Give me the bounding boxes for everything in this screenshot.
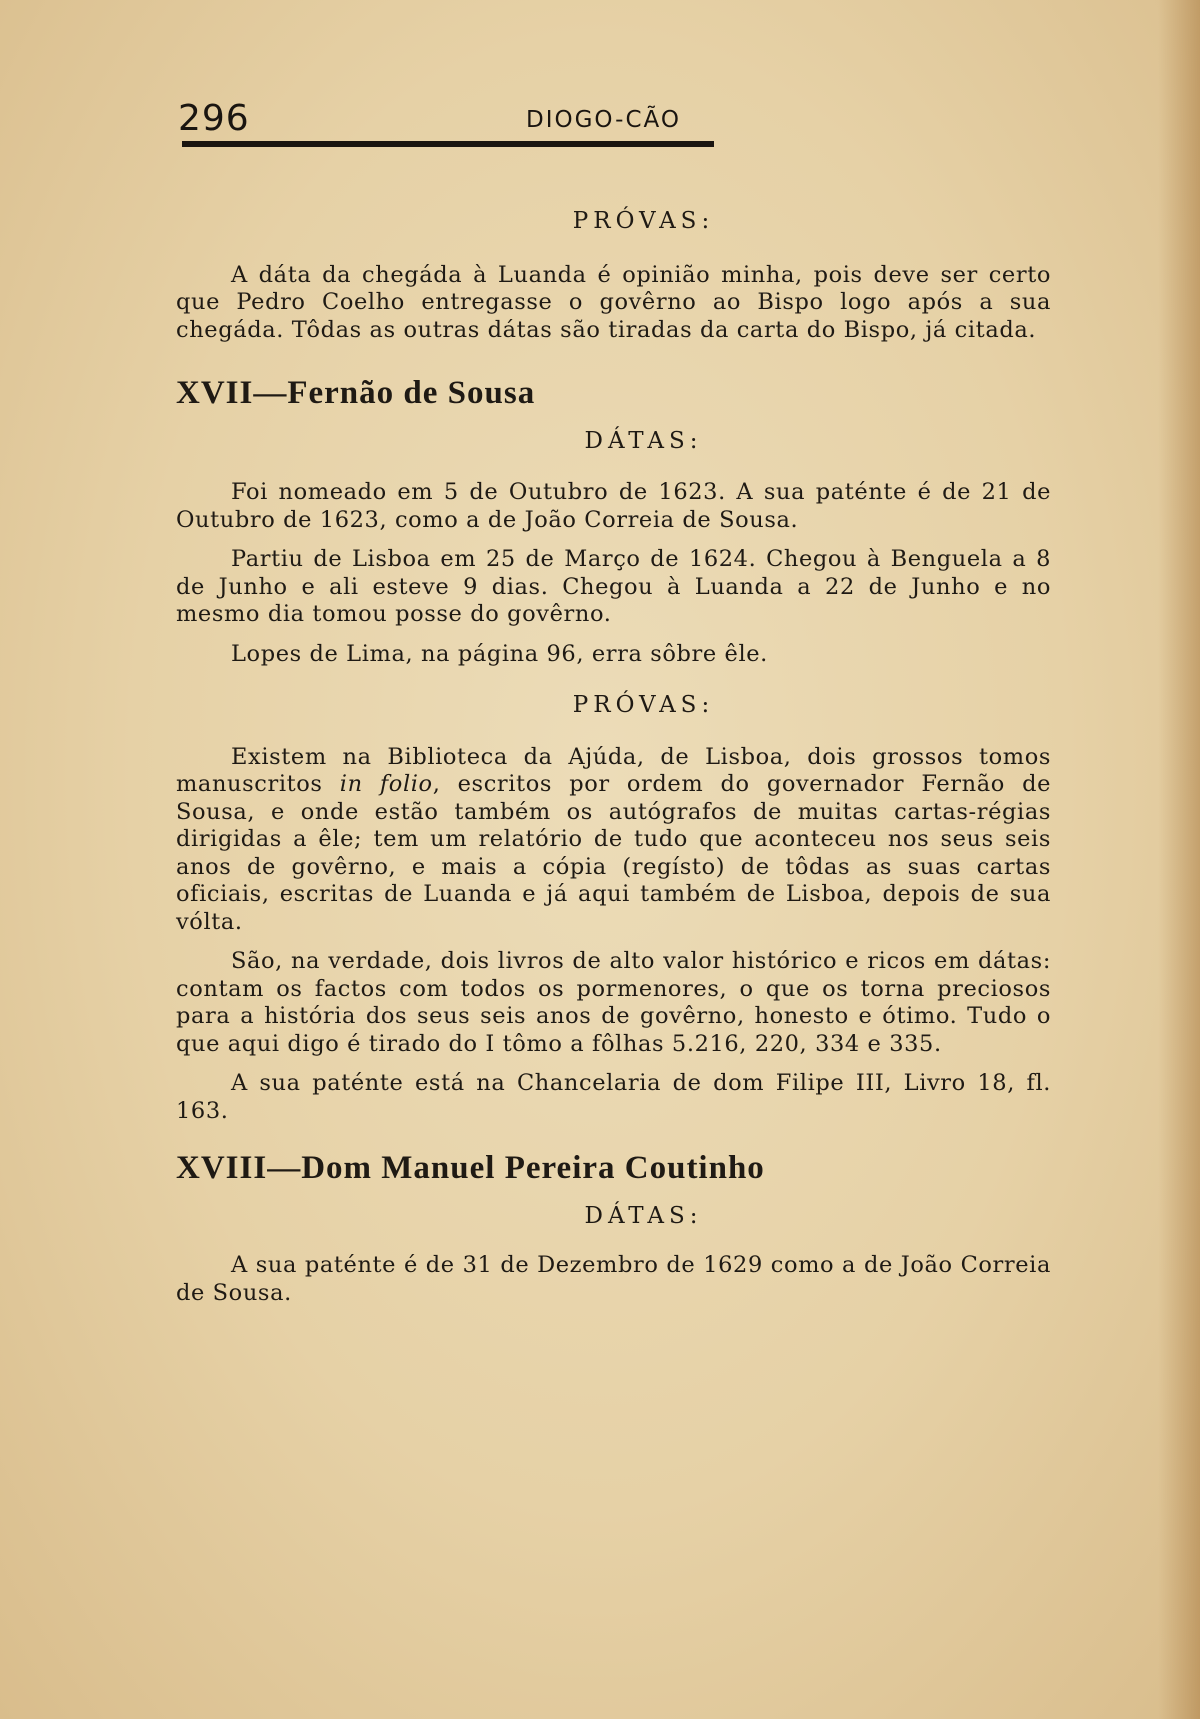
page-number: 296 (178, 98, 250, 139)
datas-paragraph-3: Lopes de Lima, na página 96, erra sôbre êle. (231, 640, 768, 667)
provas-heading-1: PRÓVAS: (572, 208, 715, 234)
datas-paragraph-2: Partiu de Lisboa em 25 de Março de 1624. Chegou à Benguela a 8 de Junho e ali esteve 9 dias. Chegou à Luanda a 22 de Junho e no mesmo dia tomou posse do govêrno. (176, 546, 1051, 627)
provas-paragraph-3: São, na verdade, dois livros de alto valor histórico e ricos em dátas: contam os factos com todos os pormenores, o que os torna preciosos para a história dos seus seis anos de govêrno, honesto e ótimo. Tudo o que aqui digo é tirado do I tômo a fôlhas 5.216, 220, 334 e 335. (176, 948, 1051, 1057)
datas-heading-xvii: DÁTAS: (584, 427, 703, 454)
chapter-xvii-title (176, 375, 1051, 411)
chapter-dash: — (267, 1150, 302, 1186)
datas-paragraph-xviii: A sua paténte é de 31 de Dezembro de 1629 como a de João Correia de Sousa. (176, 1252, 1051, 1306)
datas-paragraph-1: Foi nomeado em 5 de Outubro de 1623. A sua paténte é de 21 de Outubro de 1623, como a de João Correia de Sousa. (176, 479, 1051, 533)
page-header (178, 98, 714, 144)
provas-paragraph-4: A sua paténte está na Chancelaria de dom Filipe III, Livro 18, fl. 163. (176, 1070, 1051, 1124)
chapter-dash: — (253, 375, 288, 411)
running-head: DIOGO-CÃO (526, 107, 681, 133)
provas-paragraph-2 (176, 744, 1051, 937)
page-body (176, 208, 1051, 1307)
chapter-xviii-title (176, 1150, 1051, 1186)
chapter-name: Fernão de Sousa (287, 375, 536, 411)
chapter-number: XVII (176, 375, 254, 411)
provas-italic-term: in folio (339, 771, 433, 797)
provas-paragraph-1: A dáta da chegáda à Luanda é opinião minha, pois deve ser certo que Pedro Coelho entregasse o govêrno ao Bispo logo após a sua chegáda. Tôdas as outras dátas são tiradas da carta do Bispo, já citada. (176, 261, 1051, 343)
provas-heading-xvii: PRÓVAS: (572, 692, 715, 718)
datas-heading-xviii: DÁTAS: (584, 1202, 703, 1229)
provas-text-before: Existem na Biblioteca da Ajúda, de Lisboa, dois grossos tomos manuscritos (176, 743, 1051, 797)
provas-text-after: , escritos por ordem do governador Fernão de Sousa, e onde estão também os autógrafos de muitas cartas-régias dirigidas a êle; tem um relatório de tudo que aconteceu nos seus seis anos de govêrno, e mais a cópia (regísto) de tôdas as suas cartas oficiais, escritas de Luanda e já aqui também de Lisboa, depois de sua vólta. (176, 771, 1051, 935)
chapter-number: XVIII (176, 1150, 268, 1186)
header-rule (182, 141, 714, 147)
chapter-name: Dom Manuel Pereira Coutinho (301, 1150, 765, 1186)
